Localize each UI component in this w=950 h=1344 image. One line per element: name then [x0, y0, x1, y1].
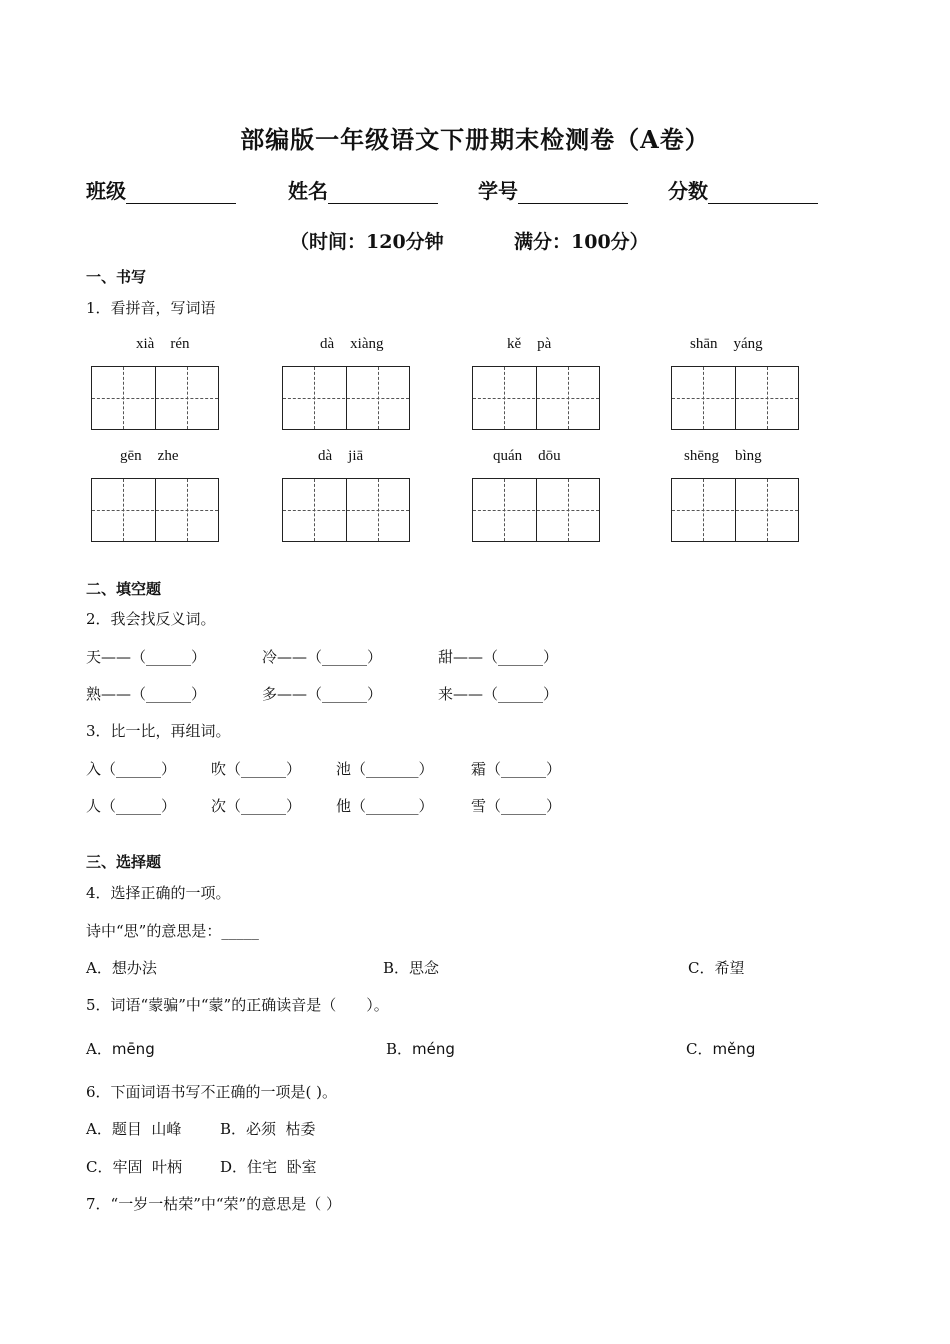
question-7: 7．“一岁一枯荣”中“荣”的意思是（ ）	[86, 1195, 341, 1213]
writing-grid[interactable]	[91, 366, 219, 430]
compare-item[interactable]: 霜（______）	[471, 760, 562, 778]
antonym-item[interactable]: 冷——（______）	[262, 648, 383, 666]
option-a[interactable]: A．mēng	[86, 1040, 155, 1058]
section-1-heading: 一、书写	[86, 268, 147, 286]
question-2: 2．我会找反义词。	[86, 610, 216, 628]
full-score: 满分：100分）	[514, 231, 649, 253]
name-label: 姓名	[288, 179, 328, 203]
question-6: 6．下面词语书写不正确的一项是( )。	[86, 1083, 338, 1101]
pinyin-4: shān yáng	[690, 336, 763, 352]
pinyin-2: dà xiàng	[320, 336, 384, 352]
question-4-stem: 诗中“思”的意思是：_____	[86, 922, 259, 940]
pinyin-5: gēn zhe	[120, 448, 179, 464]
question-5: 5．词语“蒙骗”中“蒙”的正确读音是（ ）。	[86, 996, 389, 1014]
score-label: 分数	[668, 179, 708, 203]
antonym-item[interactable]: 熟——（______）	[86, 685, 207, 703]
antonym-item[interactable]: 天——（______）	[86, 648, 207, 666]
option-b[interactable]: B．必须 枯委	[220, 1120, 316, 1138]
question-4: 4．选择正确的一项。	[86, 884, 231, 902]
section-2-heading: 二、填空题	[86, 580, 162, 598]
page-title: 部编版一年级语文下册期末检测卷（A卷）	[240, 125, 710, 154]
pinyin-3: kě pà	[507, 336, 552, 352]
antonym-item[interactable]: 甜——（______）	[438, 648, 559, 666]
option-b[interactable]: B．思念	[383, 959, 440, 977]
writing-grid[interactable]	[671, 366, 799, 430]
writing-grid[interactable]	[282, 478, 410, 542]
pinyin-6: dà jiā	[318, 448, 364, 464]
question-1: 1．看拼音，写词语	[86, 299, 216, 317]
time-limit: （时间：120分钟	[290, 231, 444, 253]
option-c[interactable]: C．希望	[688, 959, 745, 977]
option-c[interactable]: C．měng	[686, 1040, 756, 1058]
student-id-field[interactable]	[478, 175, 628, 204]
class-label: 班级	[86, 179, 126, 203]
compare-item[interactable]: 他（_______）	[336, 797, 434, 815]
class-field[interactable]	[86, 175, 236, 204]
class-blank[interactable]	[126, 181, 236, 204]
name-blank[interactable]	[328, 181, 438, 204]
option-c[interactable]: C．牢固 叶柄	[86, 1158, 183, 1176]
antonym-item[interactable]: 多——（______）	[262, 685, 383, 703]
score-blank[interactable]	[708, 181, 818, 204]
compare-item[interactable]: 雪（______）	[471, 797, 562, 815]
compare-item[interactable]: 人（______）	[86, 797, 177, 815]
compare-item[interactable]: 次（______）	[211, 797, 302, 815]
score-field[interactable]	[668, 175, 818, 204]
option-d[interactable]: D．住宅 卧室	[220, 1158, 317, 1176]
name-field[interactable]	[288, 175, 438, 204]
option-a[interactable]: A．题目 山峰	[86, 1120, 182, 1138]
pinyin-1: xià rén	[136, 336, 190, 352]
pinyin-8: shēng bìng	[684, 448, 762, 464]
option-a[interactable]: A．想办法	[86, 959, 157, 977]
student-id-label: 学号	[478, 179, 518, 203]
section-3-heading: 三、选择题	[86, 853, 162, 871]
pinyin-7: quán dōu	[493, 448, 561, 464]
student-id-blank[interactable]	[518, 181, 628, 204]
compare-item[interactable]: 池（_______）	[336, 760, 434, 778]
writing-grid[interactable]	[472, 478, 600, 542]
writing-grid[interactable]	[671, 478, 799, 542]
antonym-item[interactable]: 来——（______）	[438, 685, 559, 703]
writing-grid[interactable]	[282, 366, 410, 430]
option-b[interactable]: B．méng	[386, 1040, 455, 1058]
compare-item[interactable]: 入（______）	[86, 760, 177, 778]
writing-grid[interactable]	[91, 478, 219, 542]
writing-grid[interactable]	[472, 366, 600, 430]
compare-item[interactable]: 吹（______）	[211, 760, 302, 778]
question-3: 3．比一比，再组词。	[86, 722, 231, 740]
